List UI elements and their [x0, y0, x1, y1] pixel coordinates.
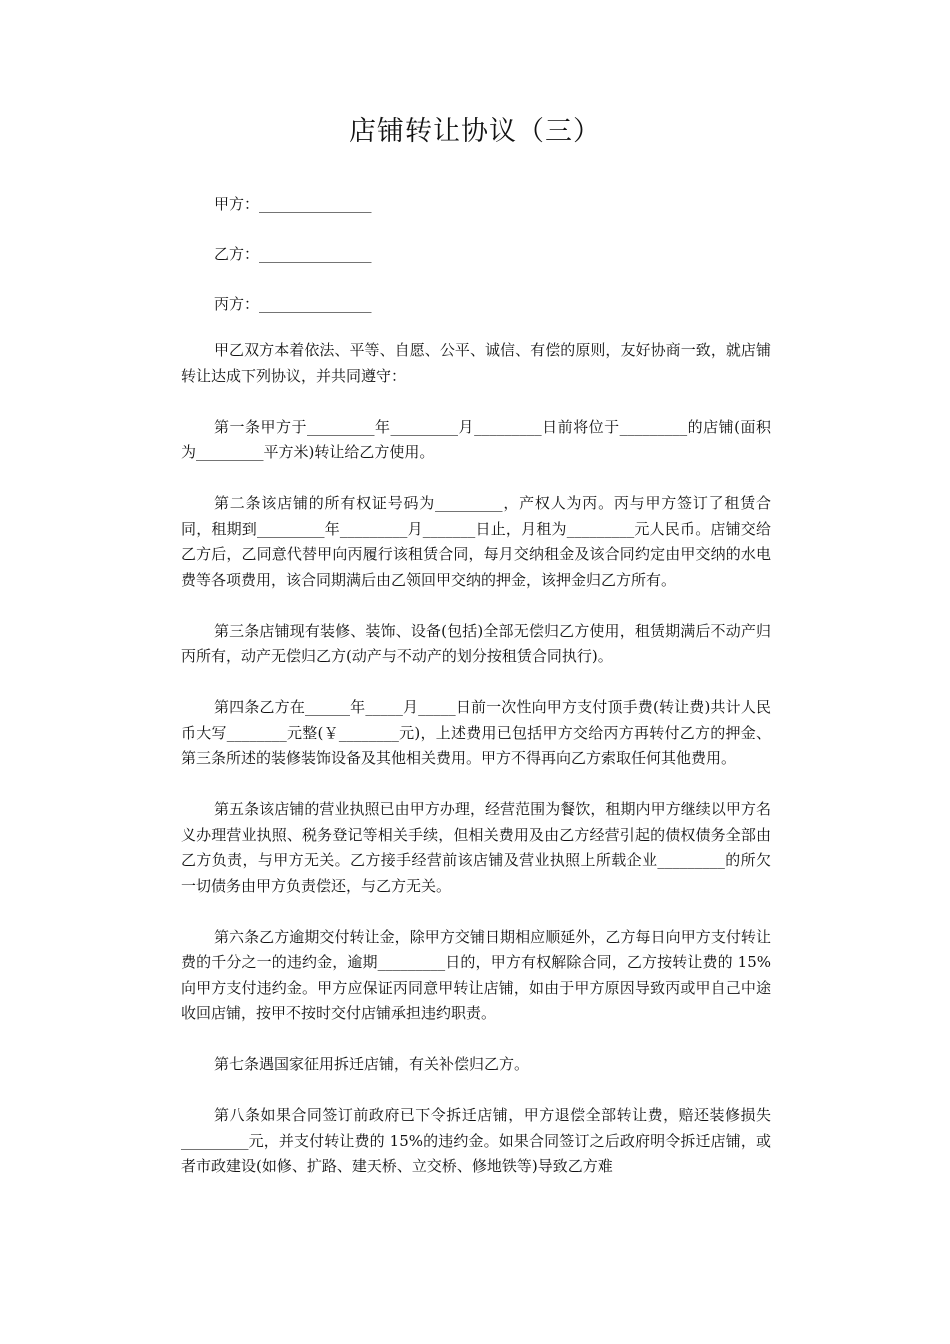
document-body [181, 338, 771, 1205]
article-2-paragraph: 第二条该店铺的所有权证号码为_________，产权人为丙。丙与甲方签订了租赁合同，租期到_________年_________月_______日止，月租为_________元人民币。店铺交给乙方后，乙同意代替甲向丙履行该租赁合同，每月交纳租金及该合同约定由甲交纳的水电费等各项费用，该合同期满后由乙领回甲交纳的押金，该押金归乙方所有。 [181, 494, 771, 589]
article-6-paragraph: 第六条乙方逾期交付转让金，除甲方交铺日期相应顺延外，乙方每日向甲方支付转让费的千分之一的违约金，逾期_________日的，甲方有权解除合同，乙方按转让费的 15%向甲方支付违约金。甲方应保证丙同意甲转让店铺，如由于甲方原因导致丙或甲自己中途收回店铺，按甲不按时交付店铺承担违约职责。 [181, 927, 771, 1022]
party-b-line: 乙方：_______________ [214, 245, 372, 263]
preamble-paragraph: 甲乙双方本着依法、平等、自愿、公平、诚信、有偿的原则，友好协商一致，就店铺转让达成下列协议，并共同遵守： [181, 341, 771, 385]
article-7-paragraph: 第七条遇国家征用拆迁店铺，有关补偿归乙方。 [214, 1055, 530, 1073]
party-a-line: 甲方：_______________ [214, 195, 372, 213]
article-5-paragraph: 第五条该店铺的营业执照已由甲方办理，经营范围为餐饮，租期内甲方继续以甲方名义办理营业执照、税务登记等相关手续，但相关费用及由乙方经营引起的债权债务全部由乙方负责，与甲方无关。乙方接手经营前该店铺及营业执照上所载企业_________的所欠一切债务由甲方负责偿还，与乙方无关。 [181, 800, 771, 895]
party-c-line: 丙方：_______________ [214, 295, 372, 313]
article-4-paragraph: 第四条乙方在______年_____月_____日前一次性向甲方支付顶手费(转让费)共计人民币大写________元整(￥________元)，上述费用已包括甲方交给丙方再转付乙方的押金、第三条所述的装修装饰设备及其他相关费用。甲方不得再向乙方索取任何其他费用。 [181, 698, 771, 767]
article-3-paragraph: 第三条店铺现有装修、装饰、设备(包括)全部无偿归乙方使用，租赁期满后不动产归丙所有，动产无偿归乙方(动产与不动产的划分按租赁合同执行)。 [181, 621, 771, 665]
article-8-paragraph: 第八条如果合同签订前政府已下令拆迁店铺，甲方退偿全部转让费，赔还装修损失_________元，并支付转让费的 15%的违约金。如果合同签订之后政府明令拆迁店铺，或者市政建设(如修、扩路、建天桥、立交桥、修地铁等)导致乙方难 [181, 1106, 771, 1175]
document-title: 店铺转让协议（三） [349, 116, 601, 147]
article-1-paragraph: 第一条甲方于_________年_________月_________日前将位于_________的店铺(面积为_________平方米)转让给乙方使用。 [181, 417, 771, 461]
